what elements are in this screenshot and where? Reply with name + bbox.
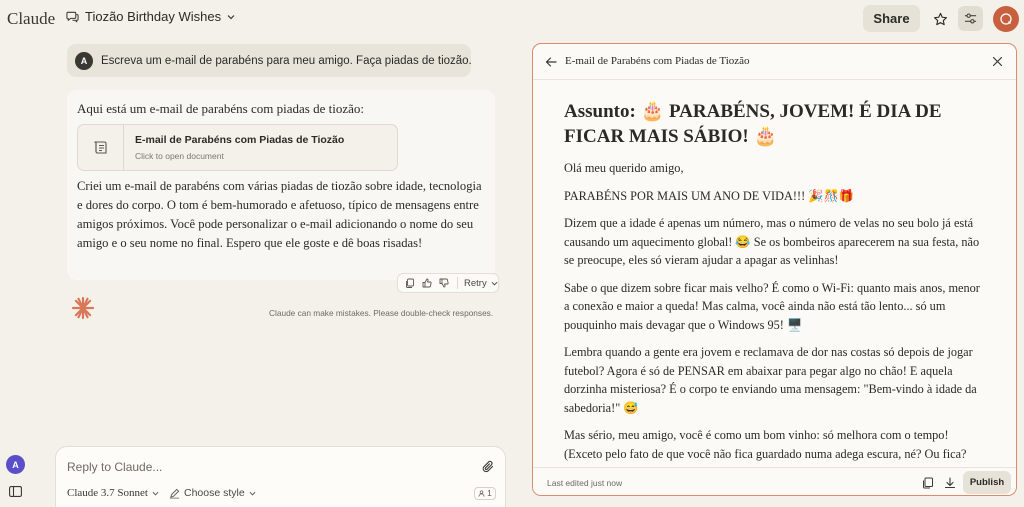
conversation-title-menu[interactable]: [66, 9, 235, 24]
model-name: Claude 3.7 Sonnet: [67, 487, 148, 499]
sidebar-toggle-icon[interactable]: [9, 486, 22, 497]
artifact-footer: [533, 467, 1016, 496]
email-paragraph: Mas sério, meu amigo, você é como um bom vinho: só melhora com o tempo! (Exceto pelo fato de que você não fica guardado numa adega escura, né? Ou fica?: [564, 428, 967, 461]
user-message: [67, 44, 471, 77]
email-subject-heading: Assunto: 🎂 PARABÉNS, JOVEM! É DIA DE FICAR MAIS SÁBIO! 🎂: [564, 101, 942, 147]
composer: [55, 446, 506, 507]
thumbs-down-button[interactable]: [437, 276, 451, 290]
star-button[interactable]: [928, 7, 952, 31]
artifact-content[interactable]: [564, 99, 984, 469]
disclaimer-text: Claude can make mistakes. Please double-check responses.: [269, 308, 494, 318]
thumbs-up-icon: [422, 278, 432, 288]
reply-input[interactable]: [67, 460, 447, 474]
email-paragraph: Dizem que a idade é apenas um número, mas o número de velas no seu bolo já está causando um aquecimento global! 😂 Se os bombeiros aparecerem na sua festa, não se preocupe, eles só vieram ajudar a apagar as velinhas!: [564, 216, 980, 267]
user-avatar: A: [75, 52, 93, 70]
avatar-icon: [999, 12, 1013, 26]
artifact-title: E-mail de Parabéns com Piadas de Tiozão: [565, 55, 750, 67]
chevron-down-icon: [227, 13, 235, 21]
email-paragraph: PARABÉNS POR MAIS UM ANO DE VIDA!!! 🎉🎊🎁: [564, 188, 855, 203]
copy-button[interactable]: [403, 276, 417, 290]
assistant-message: [67, 90, 495, 280]
top-bar: [0, 0, 1024, 38]
retry-label: Retry: [464, 277, 487, 289]
divider: [457, 277, 458, 289]
document-card-subtitle: Click to open document: [135, 151, 224, 161]
copy-icon: [405, 278, 415, 288]
thumbs-down-icon: [439, 278, 449, 288]
thumbs-up-button[interactable]: [420, 276, 434, 290]
artifact-panel: [532, 43, 1017, 496]
publish-button[interactable]: Publish: [963, 471, 1011, 494]
email-paragraph: Olá meu querido amigo,: [564, 161, 684, 175]
document-card-title: E-mail de Parabéns com Piadas de Tiozão: [135, 134, 345, 146]
model-selector[interactable]: [67, 487, 159, 499]
close-icon[interactable]: [992, 56, 1003, 67]
conversation-title: Tiozão Birthday Wishes: [85, 9, 222, 24]
back-arrow-icon[interactable]: [545, 56, 557, 68]
sliders-icon: [964, 12, 977, 25]
style-label: Choose style: [184, 487, 245, 499]
attachment-count: 1: [487, 489, 492, 498]
star-icon: [933, 12, 948, 27]
person-icon: [478, 490, 485, 497]
pen-icon: [169, 488, 180, 499]
chat-icon: [66, 10, 79, 23]
message-action-bar: [397, 273, 499, 293]
copy-icon[interactable]: [922, 477, 934, 489]
assistant-intro-text: Aqui está um e-mail de parabéns com piadas de tiozão:: [77, 101, 364, 116]
chevron-down-icon: [249, 490, 256, 497]
download-icon[interactable]: [944, 477, 956, 489]
retry-button[interactable]: [464, 278, 498, 289]
user-message-text: Escreva um e-mail de parabéns para meu amigo. Faça piadas de tiozão.: [101, 54, 472, 67]
account-avatar[interactable]: [993, 6, 1019, 32]
document-icon: [92, 139, 110, 157]
claude-sparkle-icon: [71, 296, 95, 320]
email-paragraph: Lembra quando a gente era jovem e reclamava de dor nas costas só depois de jogar futebol? Agora é só de PENSAR em abaixar para pegar algo no chão! E aquela dorzinha misteriosa? É o corpo te enviando uma mensagem: "Bem-vindo à idade da sabedoria!" 😅: [564, 345, 977, 415]
chevron-down-icon: [491, 280, 498, 287]
chevron-down-icon: [152, 490, 159, 497]
assistant-body-text: Criei um e-mail de parabéns com várias piadas de tiozão sobre idade, tecnologia e dores do corpo. O tom é bem-humorado e afetuoso, típico de mensagens entre amigos próximos. Você pode personalizar o e-mail adicionando o nome do seu amigo e o seu nome no final. Espero que ele goste e dê boas risadas!: [77, 179, 482, 250]
attachment-count-badge[interactable]: [474, 487, 496, 500]
brand-logo[interactable]: Claude: [7, 9, 56, 28]
sidebar-user-avatar[interactable]: A: [6, 455, 25, 474]
artifact-header: [533, 44, 1016, 80]
settings-toggle-button[interactable]: [958, 6, 983, 31]
share-button[interactable]: Share: [863, 5, 920, 32]
paperclip-icon[interactable]: [481, 460, 495, 474]
document-icon-box: [78, 125, 124, 170]
artifact-document-card[interactable]: [77, 124, 398, 171]
email-paragraph: Sabe o que dizem sobre ficar mais velho? É como o Wi-Fi: quanto mais anos, menor a conexão e maior a queda! Mas calma, você ainda não está tão lento... só um pouquinho mais devagar que o Windows 95! 🖥️: [564, 280, 980, 332]
last-edited-text: Last edited just now: [547, 478, 623, 488]
style-selector[interactable]: [169, 487, 256, 499]
